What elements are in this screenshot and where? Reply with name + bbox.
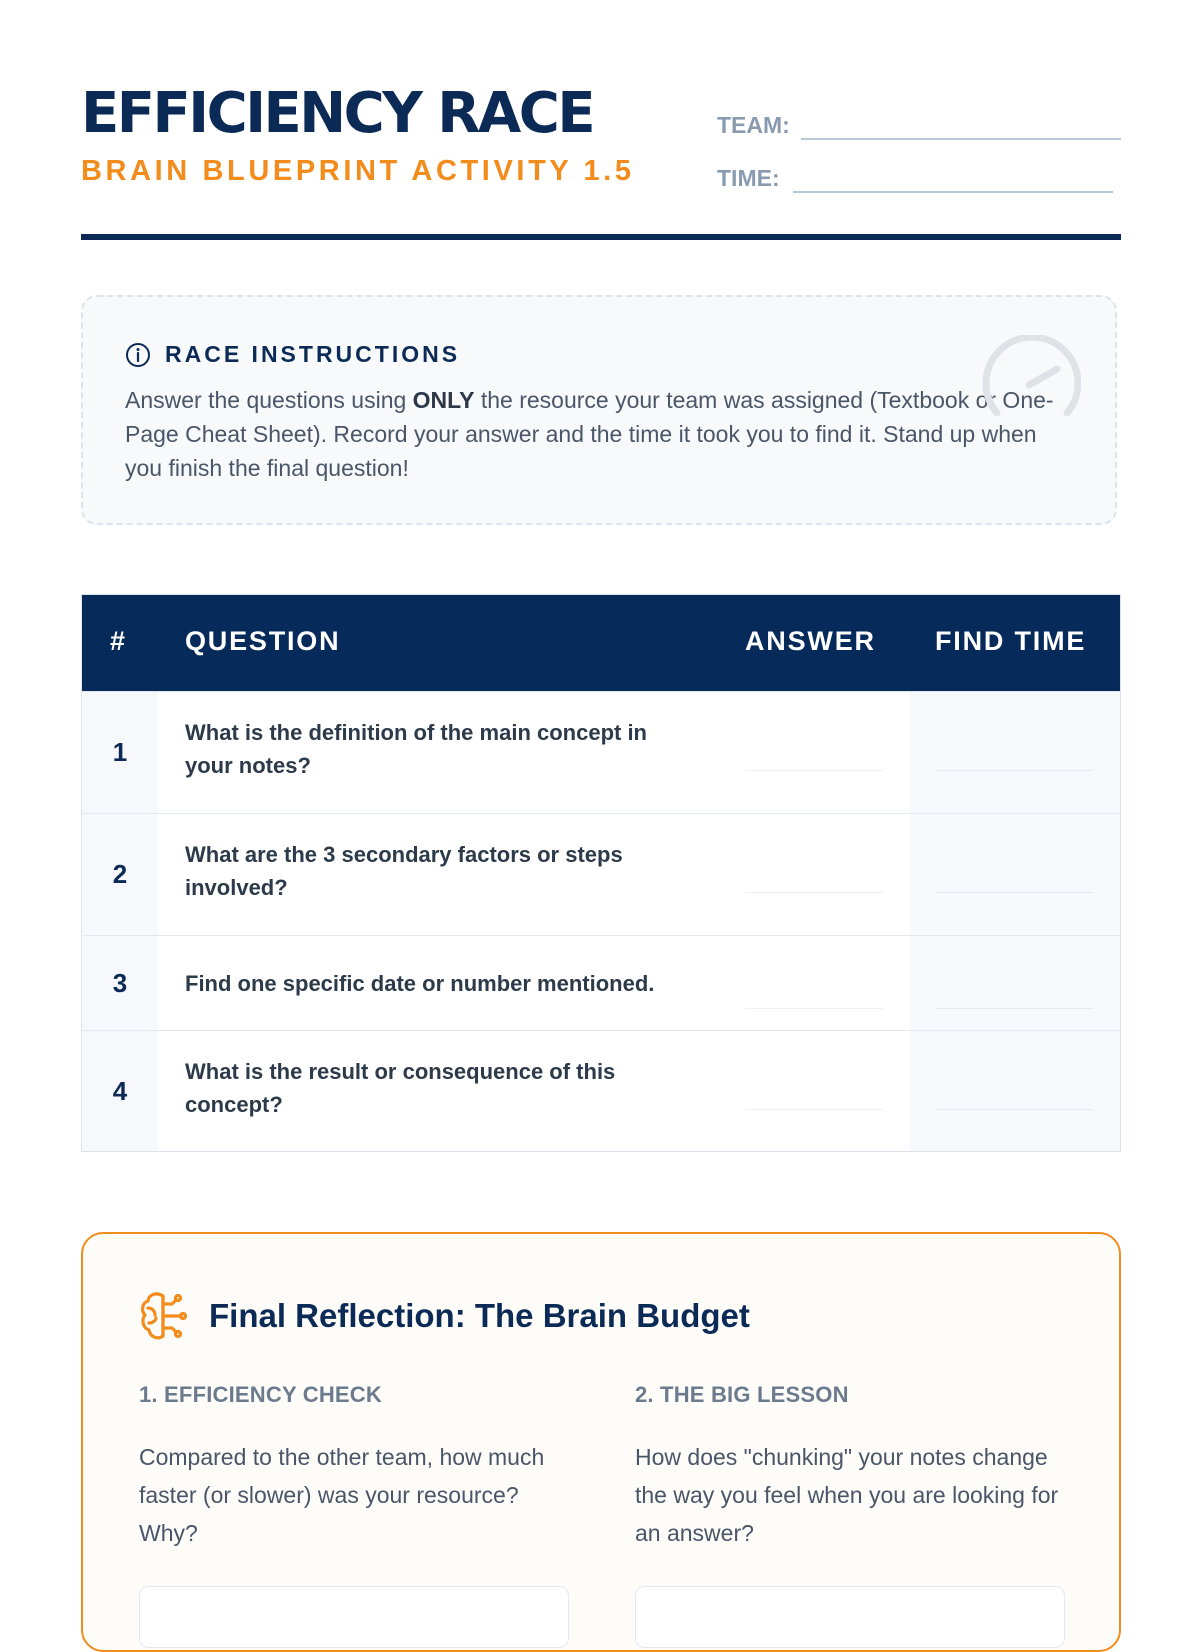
reflection-question-heading: 2. THE BIG LESSON bbox=[635, 1382, 849, 1407]
info-icon bbox=[125, 342, 151, 368]
answer-input-line[interactable] bbox=[745, 892, 883, 893]
find-time-cell bbox=[910, 814, 1120, 935]
reflection-answer-box[interactable] bbox=[635, 1586, 1065, 1648]
row-number: 2 bbox=[82, 814, 158, 935]
find-time-cell bbox=[910, 1031, 1120, 1151]
find-time-input-line[interactable] bbox=[935, 1008, 1093, 1009]
header-divider bbox=[81, 234, 1121, 240]
table-header bbox=[82, 595, 1120, 691]
reflection-question-heading: 1. EFFICIENCY CHECK bbox=[139, 1382, 382, 1407]
row-question: Find one specific date or number mentioned. bbox=[185, 971, 655, 996]
time-input-line[interactable] bbox=[793, 191, 1113, 193]
find-time-input-line[interactable] bbox=[935, 892, 1093, 893]
instructions-text bbox=[125, 383, 1065, 485]
team-input-line[interactable] bbox=[801, 138, 1121, 140]
table-row bbox=[82, 935, 1120, 1030]
row-number: 1 bbox=[82, 692, 158, 813]
row-number: 3 bbox=[82, 936, 158, 1030]
time-label: TIME: bbox=[717, 165, 780, 191]
reflection-question-prompt: How does "chunking" your notes change the way you feel when you are looking for an answer? bbox=[635, 1444, 1059, 1546]
brain-icon bbox=[139, 1290, 187, 1342]
answer-input-line[interactable] bbox=[745, 1008, 883, 1009]
row-question: What is the definition of the main concept in your notes? bbox=[185, 720, 647, 778]
reflection-card bbox=[81, 1232, 1121, 1652]
page-subtitle: BRAIN BLUEPRINT ACTIVITY 1.5 bbox=[81, 155, 635, 187]
table-row bbox=[82, 813, 1120, 935]
row-question: What are the 3 secondary factors or steps involved? bbox=[185, 842, 623, 900]
header-find-time: FIND TIME bbox=[935, 626, 1087, 656]
header-number: # bbox=[110, 626, 127, 656]
team-label: TEAM: bbox=[717, 112, 790, 138]
header-answer: ANSWER bbox=[745, 626, 876, 656]
row-question: What is the result or consequence of this concept? bbox=[185, 1059, 616, 1117]
reflection-question-2 bbox=[635, 1382, 1065, 1552]
instructions-text-part: Answer the questions using bbox=[125, 387, 413, 413]
instructions-box bbox=[81, 295, 1117, 525]
instructions-heading-row bbox=[125, 341, 460, 368]
reflection-heading-row bbox=[139, 1290, 750, 1342]
reflection-question-1 bbox=[139, 1382, 569, 1552]
find-time-cell bbox=[910, 936, 1120, 1030]
reflection-question-prompt: Compared to the other team, how much faster (or slower) was your resource? Why? bbox=[139, 1444, 545, 1546]
table-row bbox=[82, 1030, 1120, 1151]
row-number: 4 bbox=[82, 1031, 158, 1151]
instructions-heading: RACE INSTRUCTIONS bbox=[165, 341, 461, 367]
speedometer-icon bbox=[977, 335, 1081, 425]
worksheet-header bbox=[81, 0, 1121, 244]
answer-input-line[interactable] bbox=[745, 1109, 883, 1110]
reflection-title: Final Reflection: The Brain Budget bbox=[209, 1297, 750, 1334]
instructions-text-part: the resource your team was assigned (Textbook or One-Page Cheat Sheet). Record your answer and the time it took you to find it. Stand up when you finish the final question! bbox=[125, 387, 1054, 481]
find-time-input-line[interactable] bbox=[935, 1109, 1093, 1110]
find-time-input-line[interactable] bbox=[935, 770, 1093, 771]
find-time-cell bbox=[910, 692, 1120, 813]
header-question: QUESTION bbox=[185, 626, 341, 656]
instructions-emphasis: ONLY bbox=[412, 387, 475, 413]
reflection-answer-box[interactable] bbox=[139, 1586, 569, 1648]
worksheet-page bbox=[81, 0, 1121, 1546]
answer-input-line[interactable] bbox=[745, 770, 883, 771]
page-title: EFFICIENCY RACE bbox=[81, 81, 594, 146]
table-row bbox=[82, 691, 1120, 813]
questions-table bbox=[81, 594, 1121, 1152]
